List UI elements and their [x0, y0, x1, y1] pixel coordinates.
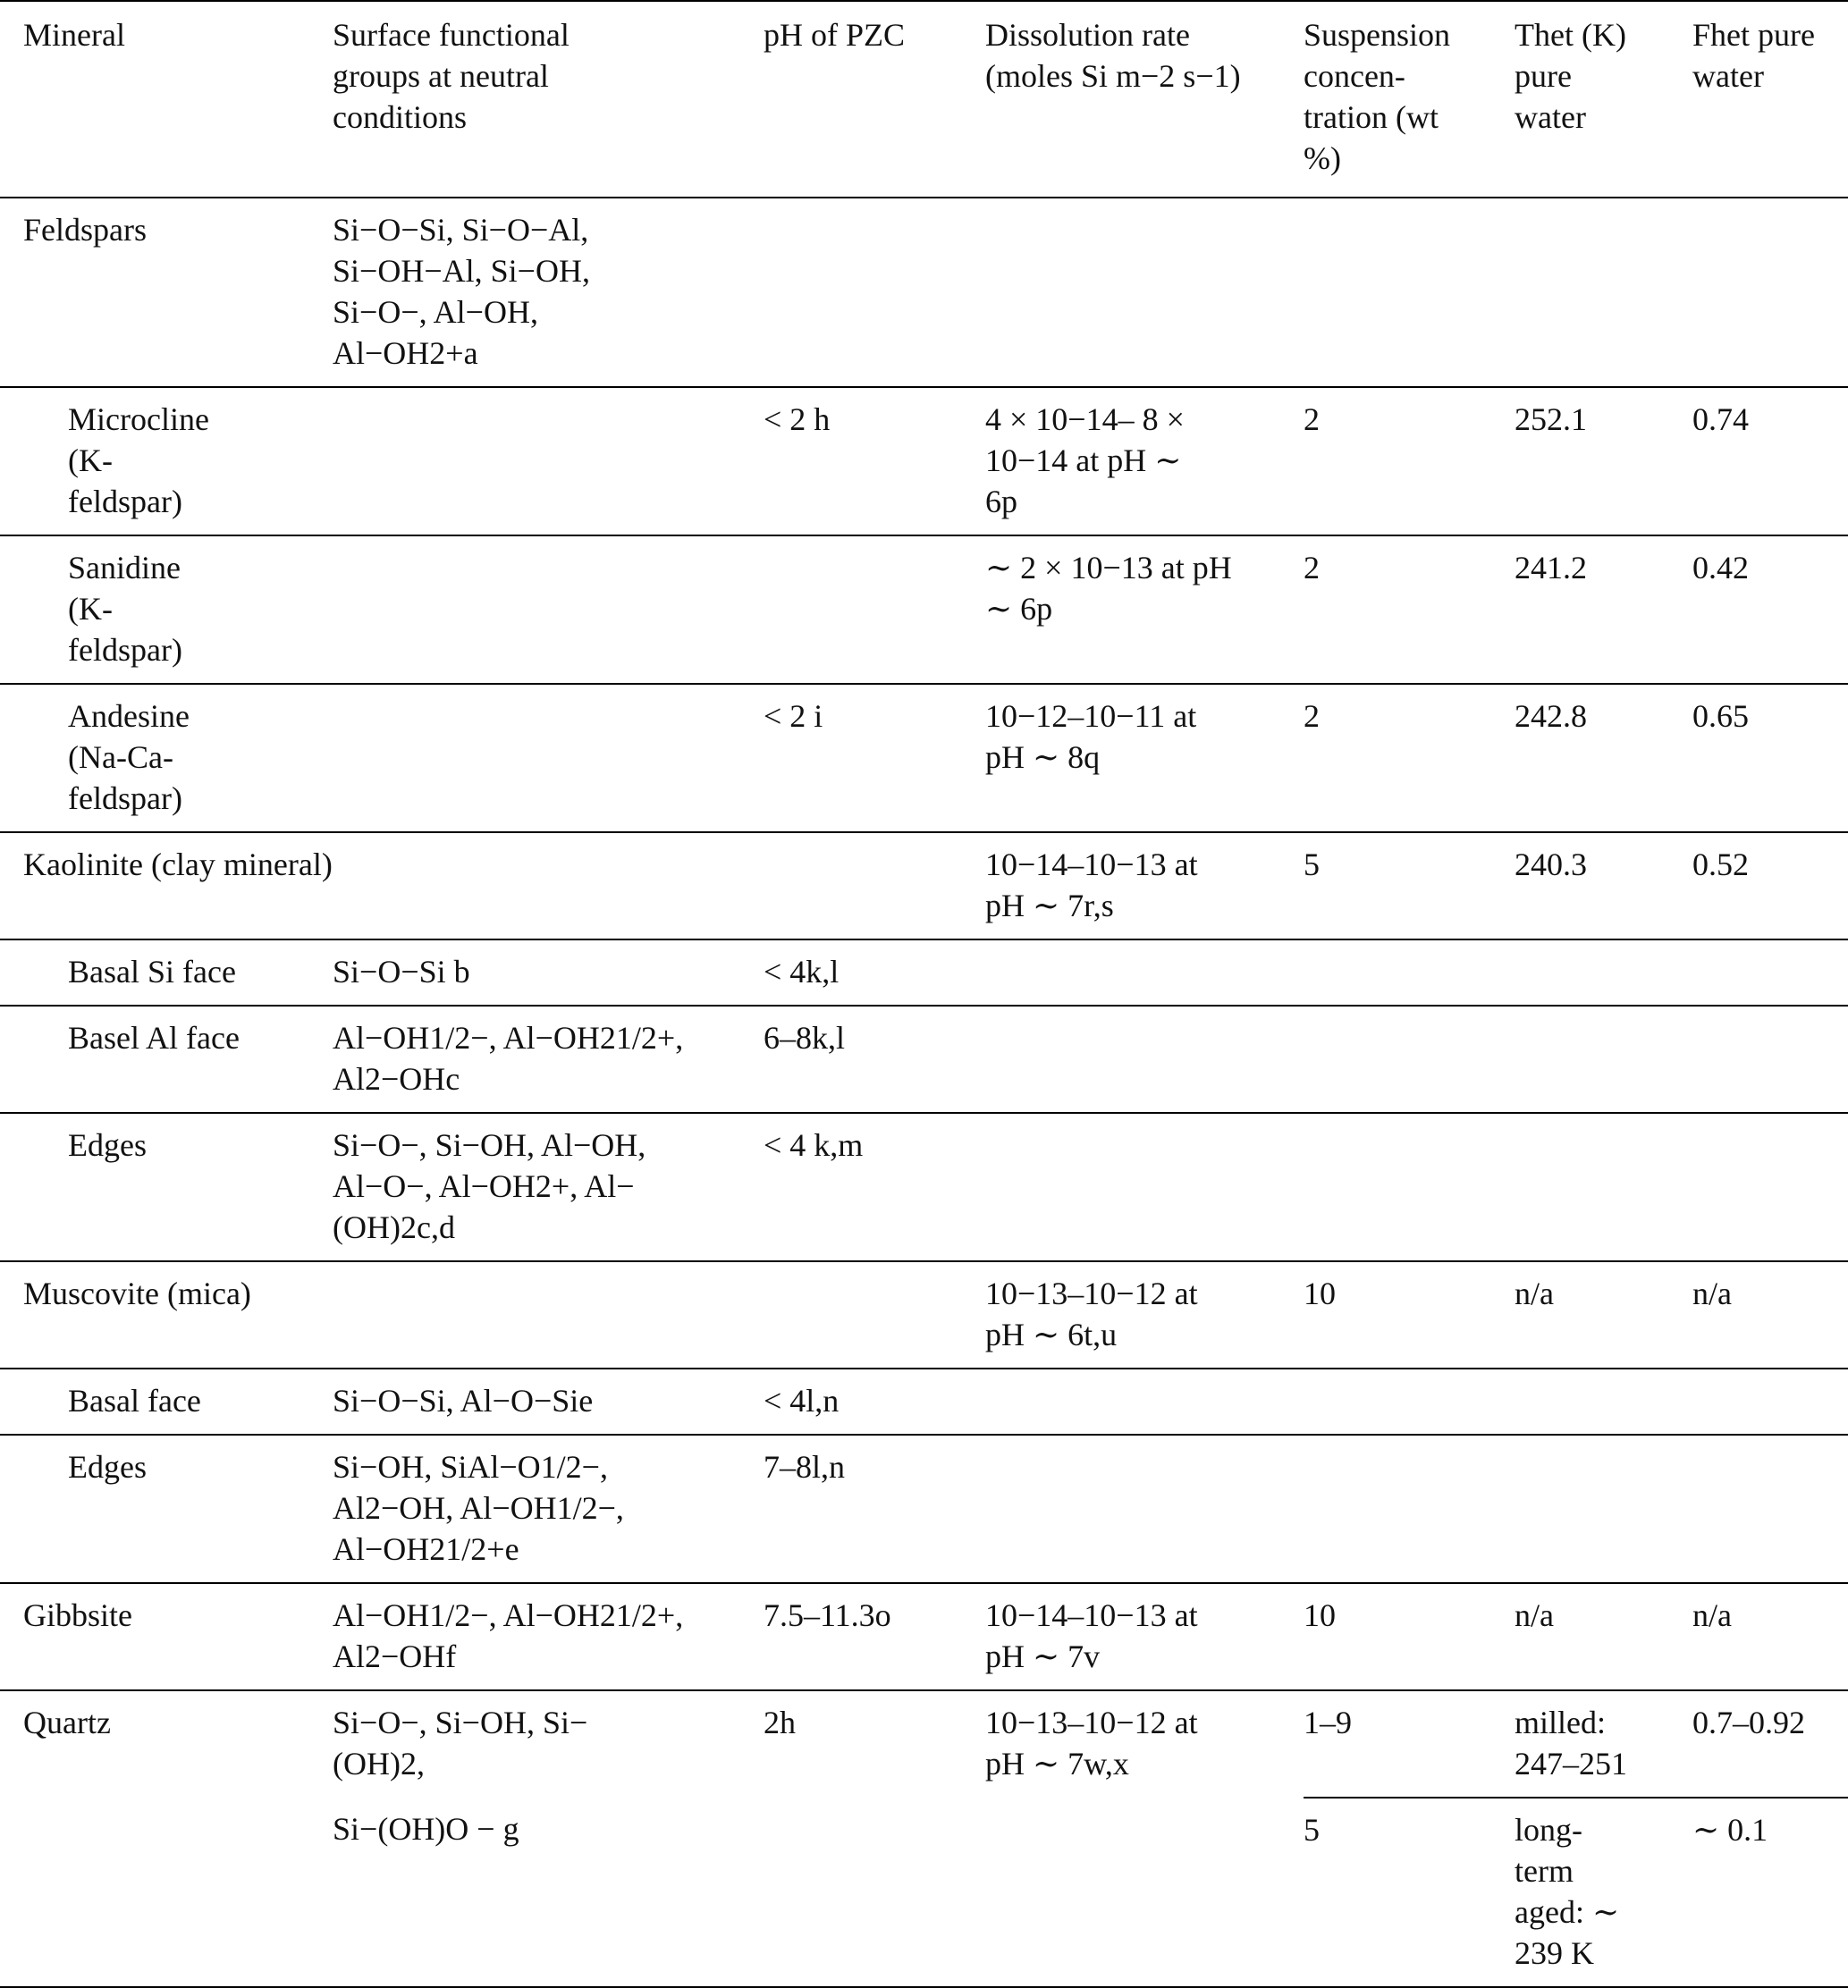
cell-thet: n/a: [1515, 1583, 1692, 1690]
cell-pzc: < 4 k,m: [764, 1113, 985, 1261]
cell-rate-empty: [985, 1798, 1304, 1987]
header-suspension: [1304, 1, 1515, 198]
header-dissolution-rate: [985, 1, 1304, 198]
cell-fhet: [1692, 1369, 1848, 1435]
cell-mineral: Basel Al face: [0, 1006, 333, 1113]
header-surface-groups: [333, 1, 764, 198]
cell-mineral: Muscovite (mica): [0, 1261, 764, 1369]
cell-fhet: [1692, 939, 1848, 1006]
table-row: [0, 832, 1848, 939]
cell-thet: [1515, 939, 1692, 1006]
cell-susp: [1304, 1369, 1515, 1435]
table-row: [0, 1261, 1848, 1369]
cell-rate: 10−14–10−13 at pH ∼ 7r,s: [985, 832, 1304, 939]
cell-mineral: Quartz: [23, 1705, 111, 1740]
cell-thet: 240.3: [1515, 832, 1692, 939]
cell-thet: [1515, 1006, 1692, 1113]
table-row: [0, 1435, 1848, 1583]
cell-susp: 5: [1304, 832, 1515, 939]
cell-susp: 2: [1304, 684, 1515, 832]
cell-susp: [1304, 1113, 1515, 1261]
table-row: [0, 387, 1848, 535]
cell-groups: [333, 387, 764, 535]
cell-susp: 10: [1304, 1583, 1515, 1690]
cell-groups: Si−O−Si, Si−O−Al, Si−OH−Al, Si−OH, Si−O−, Al−OH, Al−OH2+a: [333, 198, 764, 387]
cell-fhet: n/a: [1692, 1261, 1848, 1369]
table-row: [0, 1583, 1848, 1690]
cell-susp: 1–9: [1304, 1690, 1515, 1798]
table-row: [0, 198, 1848, 387]
header-row: [0, 1, 1848, 198]
cell-mineral: Feldspars: [0, 198, 333, 387]
cell-pzc: < 4l,n: [764, 1369, 985, 1435]
table-row: [0, 1113, 1848, 1261]
cell-pzc: 2h: [764, 1705, 796, 1740]
cell-susp: [1304, 1435, 1515, 1583]
cell-groups: [333, 535, 764, 684]
cell-groups: Si−OH, SiAl−O1/2−, Al2−OH, Al−OH1/2−, Al−OH21/2+e: [333, 1435, 764, 1583]
cell-mineral: Basal Si face: [0, 939, 333, 1006]
cell-fhet: 0.42: [1692, 535, 1848, 684]
cell-thet: [1515, 198, 1692, 387]
table-row: [0, 684, 1848, 832]
cell-mineral-empty: [0, 1798, 333, 1987]
cell-groups: Al−OH1/2−, Al−OH21/2+, Al2−OHf: [333, 1583, 764, 1690]
cell-susp: [1304, 198, 1515, 387]
cell-susp: 10: [1304, 1261, 1515, 1369]
cell-pzc: [764, 1261, 985, 1369]
cell-fhet: [1692, 1113, 1848, 1261]
header-surface-groups-text: Surface functional groups at neutral conditions: [333, 17, 570, 135]
header-fhet-text: Fhet pure water: [1692, 17, 1815, 94]
cell-pzc: 7.5–11.3o: [764, 1583, 985, 1690]
cell-pzc: < 4k,l: [764, 939, 985, 1006]
cell-pzc: [764, 832, 985, 939]
cell-groups: Si−O−Si b: [333, 939, 764, 1006]
cell-pzc: [764, 198, 985, 387]
header-dissolution-rate-text: Dissolution rate (moles Si m−2 s−1): [985, 17, 1241, 94]
header-ph-pzc-text: pH of PZC: [764, 17, 906, 53]
cell-fhet: 0.74: [1692, 387, 1848, 535]
cell-fhet: 0.65: [1692, 684, 1848, 832]
table-row: [0, 939, 1848, 1006]
cell-mineral: Gibbsite: [0, 1583, 333, 1690]
cell-rate: ∼ 2 × 10−13 at pH ∼ 6p: [985, 535, 1304, 684]
cell-pzc: 7–8l,n: [764, 1435, 985, 1583]
cell-rate: 10−13–10−12 at pH ∼ 7w,x: [985, 1705, 1198, 1782]
table-row: [0, 1006, 1848, 1113]
cell-susp: 2: [1304, 387, 1515, 535]
cell-thet: [1515, 1369, 1692, 1435]
cell-fhet: [1692, 1006, 1848, 1113]
header-ph-pzc: [764, 1, 985, 198]
cell-fhet: 0.7–0.92: [1692, 1690, 1848, 1798]
cell-pzc: 6–8k,l: [764, 1006, 985, 1113]
cell-thet: 252.1: [1515, 387, 1692, 535]
cell-mineral: Sanidine (K-feldspar): [0, 535, 333, 684]
cell-thet: [1515, 1435, 1692, 1583]
cell-groups: Si−O−Si, Al−O−Sie: [333, 1369, 764, 1435]
cell-thet: [1515, 1113, 1692, 1261]
cell-mineral: Edges: [0, 1435, 333, 1583]
cell-fhet: 0.52: [1692, 832, 1848, 939]
cell-pzc: < 2 h: [764, 387, 985, 535]
cell-susp: [1304, 1006, 1515, 1113]
header-mineral: [0, 1, 333, 198]
cell-rate: [985, 1435, 1304, 1583]
cell-rate: [985, 1369, 1304, 1435]
header-fhet: [1692, 1, 1848, 198]
cell-mineral: Microcline (K-feldspar): [0, 387, 333, 535]
cell-susp: 2: [1304, 535, 1515, 684]
cell-rate: [985, 1006, 1304, 1113]
cell-mineral: Andesine (Na-Ca-feldspar): [0, 684, 333, 832]
cell-thet: 242.8: [1515, 684, 1692, 832]
cell-fhet: ∼ 0.1: [1692, 1798, 1848, 1987]
cell-groups: Al−OH1/2−, Al−OH21/2+, Al2−OHc: [333, 1006, 764, 1113]
cell-thet: milled: 247–251: [1515, 1690, 1692, 1798]
cell-fhet: [1692, 1435, 1848, 1583]
cell-groups: Si−O−, Si−OH, Si−(OH)2,: [333, 1705, 588, 1782]
cell-thet: long-term aged: ∼ 239 K: [1515, 1798, 1692, 1987]
cell-pzc: [764, 535, 985, 684]
table-row: [0, 1369, 1848, 1435]
cell-rate: 4 × 10−14– 8 × 10−14 at pH ∼ 6p: [985, 387, 1304, 535]
table-row: [0, 1690, 1848, 1798]
header-suspension-text: Suspension concen-tration (wt %): [1304, 17, 1451, 176]
cell-rate: 10−13–10−12 at pH ∼ 6t,u: [985, 1261, 1304, 1369]
cell-rate: [985, 198, 1304, 387]
cell-groups: Si−O−, Si−OH, Al−OH, Al−O−, Al−OH2+, Al−(OH)2c,d: [333, 1113, 764, 1261]
table-row: [0, 535, 1848, 684]
table-row: [0, 1798, 1848, 1987]
cell-susp: [1304, 939, 1515, 1006]
header-thet-text: Thet (K) pure water: [1515, 17, 1626, 135]
cell-rate: 10−14–10−13 at pH ∼ 7v: [985, 1583, 1304, 1690]
header-mineral-text: Mineral: [23, 17, 125, 53]
header-thet: [1515, 1, 1692, 198]
cell-mineral: Edges: [0, 1113, 333, 1261]
cell-rate: [985, 939, 1304, 1006]
cell-rate: 10−12–10−11 at pH ∼ 8q: [985, 684, 1304, 832]
cell-susp: 5: [1304, 1798, 1515, 1987]
cell-groups: [333, 684, 764, 832]
cell-pzc: < 2 i: [764, 684, 985, 832]
cell-thet: 241.2: [1515, 535, 1692, 684]
cell-pzc-empty: [764, 1798, 985, 1987]
cell-fhet: n/a: [1692, 1583, 1848, 1690]
cell-thet: n/a: [1515, 1261, 1692, 1369]
cell-fhet: [1692, 198, 1848, 387]
cell-mineral: Basal face: [0, 1369, 333, 1435]
cell-groups: Si−(OH)O − g: [333, 1798, 764, 1987]
cell-mineral: Kaolinite (clay mineral): [0, 832, 764, 939]
cell-rate: [985, 1113, 1304, 1261]
